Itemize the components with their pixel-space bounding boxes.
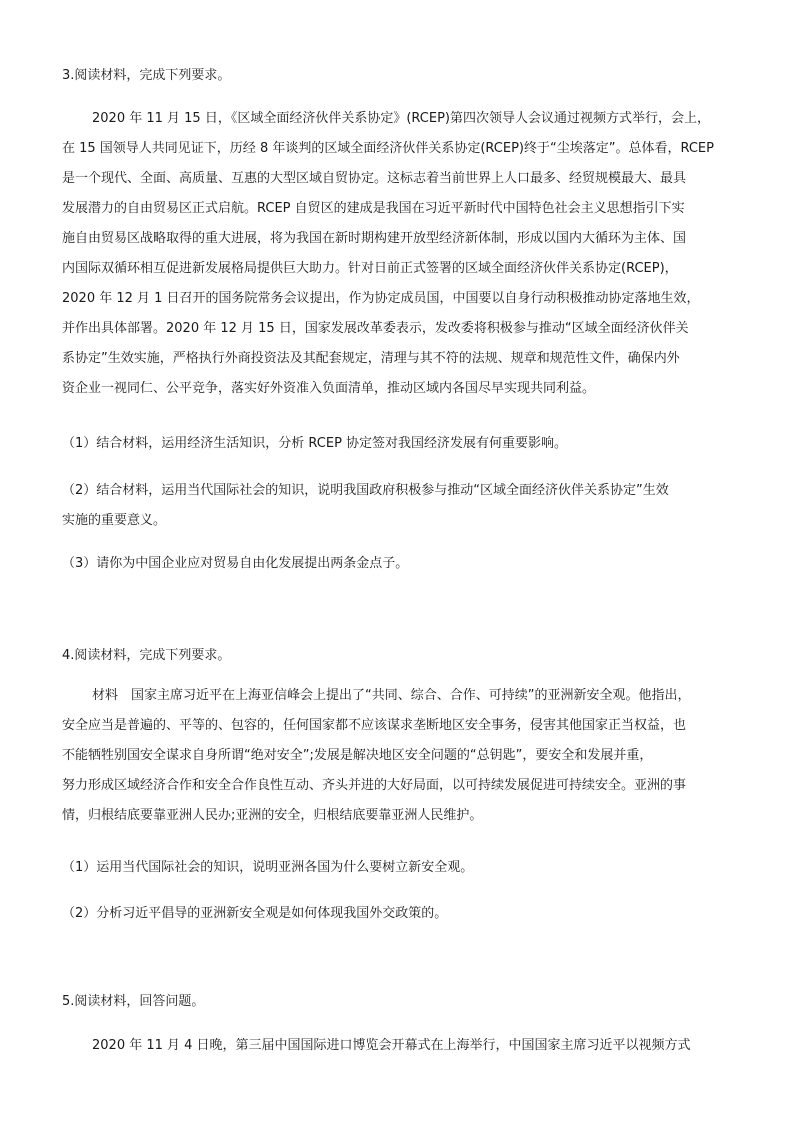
q3-question-3	[62, 549, 738, 579]
q5-line: 2020 年 11 月 4 日晚，第三届中国国际进口博览会开幕式在上海举行，中国国家主席习近平以视频方式	[92, 1038, 691, 1053]
q4-line: 努力形成区域经济合作和安全合作良性互动、齐头并进的大好局面，以可持续发展促进可持续安全。亚洲的事	[62, 778, 687, 793]
q4-line: 不能牺牲别国安全谋求自身所谓“绝对安全”;发展是解决地区安全问题的“总钥匙”，要安全和发展并重，	[62, 748, 653, 763]
q4-question-1	[62, 853, 738, 883]
q3-heading: 3.阅读材料，完成下列要求。	[62, 68, 231, 83]
q4-line: 情，归根结底要靠亚洲人民办;亚洲的安全，归根结底要靠亚洲人民维护。	[62, 808, 483, 823]
q5-material	[62, 1031, 738, 1061]
q3-question-2-text: （2）结合材料，运用当代国际社会的知识，说明我国政府积极参与推动“区域全面经济伙伴关系协定”生效	[62, 483, 669, 498]
q3-question-1-text: （1）结合材料，运用经济生活知识，分析 RCEP 协定签对我国经济发展有何重要影响。	[62, 436, 568, 451]
q4-heading: 4.阅读材料，完成下列要求。	[62, 648, 231, 663]
q4-question-2	[62, 899, 738, 929]
q3-question-3-text: （3）请你为中国企业应对贸易自由化发展提出两条金点子。	[62, 556, 409, 571]
q3-line: 在 15 国领导人共同见证下，历经 8 年谈判的区域全面经济伙伴关系协定(RCEP)终于“尘埃落定”。总体看，RCEP	[62, 141, 714, 156]
q3-line: 2020 年 12 月 1 日召开的国务院常务会议提出，作为协定成员国，中国要以自身行动积极推动协定落地生效，	[62, 291, 700, 306]
q5-heading: 5.阅读材料，回答问题。	[62, 994, 205, 1009]
q3-line: 发展潜力的自由贸易区正式启航。RCEP 自贸区的建成是我国在习近平新时代中国特色社会主义思想指引下实	[62, 201, 685, 216]
q3-line: 施自由贸易区战略取得的重大进展，将为我国在新时期构建开放型经济新体制，形成以国内大循环为主体、国	[62, 231, 687, 246]
q3-line: 并作出具体部署。2020 年 12 月 15 日，国家发展改革委表示，发改委将积极参与推动“区域全面经济伙伴关	[62, 321, 689, 336]
q4-material	[62, 681, 738, 831]
q4-line: 安全应当是普遍的、平等的、包容的，任何国家都不应该谋求垄断地区安全事务，侵害其他国家正当权益，也	[62, 718, 687, 733]
q3-question-1	[62, 429, 738, 459]
q3-question-2-text: 实施的重要意义。	[62, 513, 167, 528]
q3-line: 2020 年 11 月 15 日，《区域全面经济伙伴关系协定》(RCEP)第四次领导人会议通过视频方式举行，会上，	[92, 111, 710, 126]
q3-question-2	[62, 476, 738, 536]
q3-line: 内国际双循环相互促进新发展格局提供巨大助力。针对日前正式签署的区域全面经济伙伴关系协定(RCEP)，	[62, 261, 678, 276]
q3-line: 是一个现代、全面、高质量、互惠的大型区域自贸协定。这标志着当前世界上人口最多、经贸规模最大、最具	[62, 171, 687, 186]
q4-line: 材料 国家主席习近平在上海亚信峰会上提出了“共同、综合、合作、可持续”的亚洲新安全观。他指出，	[92, 688, 691, 703]
q4-question-2-text: （2）分析习近平倡导的亚洲新安全观是如何体现我国外交政策的。	[62, 906, 448, 921]
q3-material	[62, 104, 738, 404]
q4-question-1-text: （1）运用当代国际社会的知识，说明亚洲各国为什么要树立新安全观。	[62, 860, 474, 875]
q3-line: 系协定”生效实施，严格执行外商投资法及其配套规定，清理与其不符的法规、规章和规范性文件，确保内外	[62, 351, 680, 366]
q3-line: 资企业一视同仁、公平竞争，落实好外资准入负面清单，推动区域内各国尽早实现共同利益。	[62, 381, 596, 396]
